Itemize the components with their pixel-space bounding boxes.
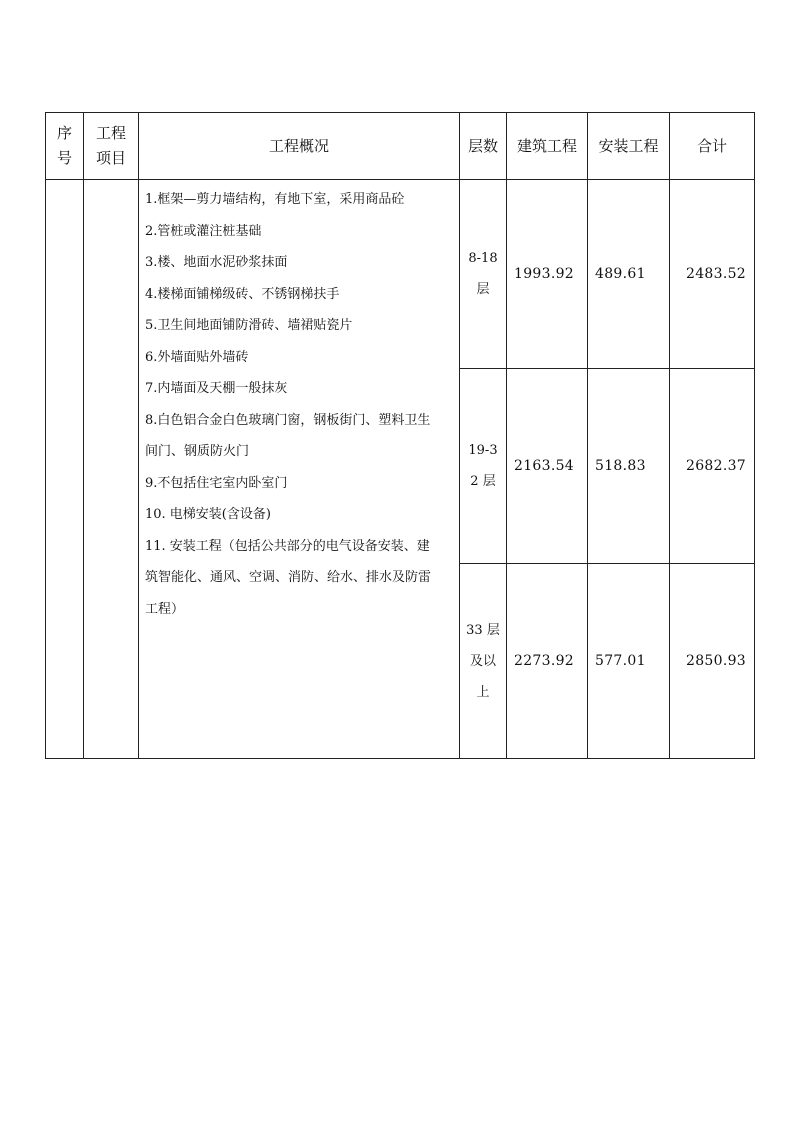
overview-list — [139, 180, 459, 625]
header-overview: 工程概况 — [139, 113, 460, 180]
install-cost-1: 489.61 — [588, 180, 670, 369]
overview-cell — [139, 180, 460, 759]
header-item-line-1: 工程 — [95, 124, 126, 142]
cost-table — [45, 112, 755, 759]
floors-cell-3 — [460, 564, 507, 759]
overview-line: 8.白色铝合金白色玻璃门窗，钢板街门、塑料卫生 — [145, 412, 431, 428]
table-row — [46, 180, 755, 369]
install-cost-3: 577.01 — [588, 564, 670, 759]
total-cost-3: 2850.93 — [670, 564, 755, 759]
floors-line: 33 层 — [466, 622, 500, 638]
overview-line: 9.不包括住宅室内卧室门 — [145, 475, 288, 491]
overview-line: 6.外墙面贴外墙砖 — [145, 349, 249, 365]
header-no-line-1: 序 — [56, 124, 72, 142]
overview-line: 1.框架—剪力墙结构，有地下室，采用商品砼 — [145, 192, 405, 207]
overview-line: 11. 安装工程（包括公共部分的电气设备安装、建 — [145, 538, 430, 554]
total-cost-2: 2682.37 — [670, 369, 755, 564]
building-cost-1: 1993.92 — [507, 180, 588, 369]
overview-line: 4.楼梯面铺梯级砖、不锈钢梯扶手 — [145, 286, 340, 302]
floors-cell-1 — [460, 180, 507, 369]
header-building: 建筑工程 — [507, 113, 588, 180]
header-no — [46, 113, 84, 180]
header-install: 安装工程 — [588, 113, 670, 180]
overview-line: 3.楼、地面水泥砂浆抹面 — [145, 255, 288, 270]
no-cell — [46, 180, 84, 759]
building-cost-3: 2273.92 — [507, 564, 588, 759]
header-floors: 层数 — [460, 113, 507, 180]
floors-line: 19-3 — [468, 443, 498, 458]
overview-line: 间门、钢质防火门 — [145, 444, 250, 459]
overview-line: 7.内墙面及天棚一般抹灰 — [145, 381, 288, 396]
table-header-row — [46, 113, 755, 180]
floors-line: 2 层 — [470, 474, 496, 489]
header-item — [84, 113, 139, 180]
floors-cell-2 — [460, 369, 507, 564]
total-cost-1: 2483.52 — [670, 180, 755, 369]
overview-line: 筑智能化、通风、空调、消防、给水、排水及防雷 — [145, 570, 432, 585]
floors-line: 8-18 — [468, 251, 498, 266]
overview-line: 10. 电梯安装(含设备) — [145, 507, 271, 522]
building-cost-2: 2163.54 — [507, 369, 588, 564]
header-item-line-2: 项目 — [95, 149, 126, 167]
install-cost-2: 518.83 — [588, 369, 670, 564]
floors-line: 层 — [476, 282, 490, 297]
item-cell — [84, 180, 139, 759]
overview-line: 2.管桩或灌注桩基础 — [145, 223, 262, 239]
overview-line: 5.卫生间地面铺防滑砖、墙裙贴瓷片 — [145, 318, 353, 333]
overview-line: 工程） — [145, 601, 185, 617]
header-total: 合计 — [670, 113, 755, 180]
header-no-line-2: 号 — [56, 149, 72, 167]
floors-line: 及以 — [469, 653, 496, 669]
floors-line: 上 — [476, 684, 490, 700]
